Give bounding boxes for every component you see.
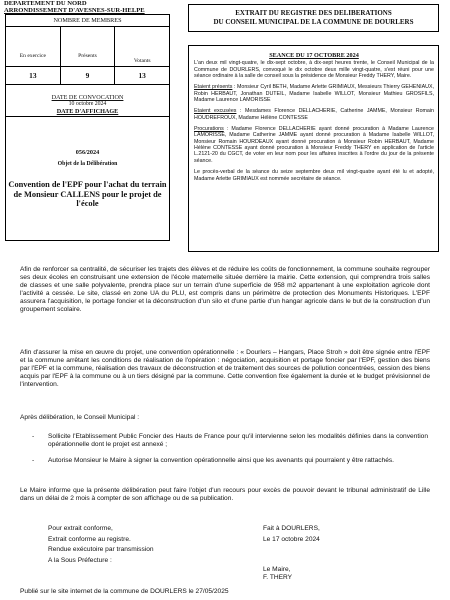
excuses-heading: Etaient excusées [194,108,237,115]
procurations-heading: Procurations [194,126,224,133]
signature-date: Le 17 octobre 2024 [263,535,320,543]
objet-label: Objet de la Délibération [57,161,118,167]
presents-count: 9 [60,67,115,84]
presents-paragraph [194,84,434,103]
body-paragraph-3: Après délibération, le Conseil Municipal : [20,414,140,421]
convocation-date: 10 octobre 2024 [68,101,107,107]
excuses-list: : Mesdames Florence DELLACHERIE, Catherine JAMME, Monsieur Romain HOUDREFROUX, Madame Hélène CONTESSE [194,108,435,121]
excuses-paragraph [194,108,434,121]
presents-column [60,27,115,66]
arrondissement-name: ARRONDISSEMENT D'AVESNES-SUR-HELPE [4,7,145,14]
signature-left-line: Pour extrait conforme, [48,525,113,532]
seance-intro: L'an deux mil vingt-quatre, le dix-sept octobre, à dix-sept heures trente, le Conseil Municipal de la Commune de DOURLERS, convoqué le dix octobre deux mille vingt-quatre, s'est réuni pour une séance ordinaire à la salle de conseil sous la présidence de Monsieur Freddy THERY, Maire. [194,60,434,80]
body-paragraph-2: Afin d'assurer la mise en œuvre du projet, une convention opérationnelle : « Dourlers – Hangars, Place Stroh » doit être signée entre l'EPF et la commune arrêtant les conditions de réalisation de l'opération : négociation, acquisition et portage foncier par l'EPF, gestion des biens par l'EPF et la commune, réalisation des travaux de déconstruction et de traitement des sources de pollution concentrées, cession des biens acquis par l'EPF à la commune ou à un tiers désigné par la commune. Cette convention fixe également la durée et le budget prévisionnel de l'intervention. [20,349,430,389]
list-item [32,457,428,465]
votants-count: 13 [114,67,169,84]
procurations-list: : Madame Florence DELLACHERIE ayant donné procuration à Madame Laurence LAMORISSE, Madame Catherine JAMME ayant donné procuration à Madame Isabelle WILLOT, Monsieur Romain HOURDEAUX ayant donné procuration à Monsieur Robin HERBAUT, Madame Hélène CONTESSE ayant donné procuration à Monsieur Freddy THERY en application de l'article L.2121-20 du CGCT, de voter en leur nom pour les affaires inscrites à l'ordre du jour de la présente séance. [194,126,434,164]
mayor-title: Le Maire, [263,566,291,573]
presents-label: Présents [78,53,97,59]
signature-left-line: Extrait conforme au registre. [48,535,131,543]
members-labels-row [6,27,169,67]
signature-right-block [263,524,320,582]
extract-line-2: DU CONSEIL MUNICIPAL DE LA COMMUNE DE DOURLERS [213,18,414,26]
extract-line-1: EXTRAIT DU REGISTRE DES DELIBERATIONS [235,9,392,17]
en-exercice-column [6,27,60,66]
publication-notice: Publié sur le site internet de la commune de DOURLERS le 27/05/2025 [20,588,229,595]
department-name: DEPARTEMENT DU NORD [4,0,87,7]
bullet-dash: - [32,457,35,465]
presents-heading: Etaient présents [194,84,233,91]
deliberation-info-box [5,14,170,241]
en-exercice-label: En exercice [19,53,46,59]
signature-left-block [48,524,154,566]
members-heading: NOMBRE DE MEMBRES [6,15,169,27]
mayor-name: F. THERY [263,574,293,581]
seance-title: SEANCE DU 17 OCTOBRE 2024 [269,52,359,59]
body-paragraph-4: Le Maire informe que la présente délibération peut faire l'objet d'un recours pour excès de pouvoir devant le tribunal administratif de Lille dans un délai de 2 mois à compter de son affichage ou de sa publication. [20,487,430,503]
affichage-label: DATE D'AFFICHAGE [56,108,119,115]
decision-2: Autorise Monsieur le Maire à signer la convention opérationnelle ainsi que les avenants qui pourraient y être rattachés. [48,457,395,465]
deliberation-title: Convention de l'EPF pour l'achat du terrain de Monsieur CALLENS pour le projet de l'école [8,180,167,209]
body-paragraph-1: Afin de renforcer sa centralité, de sécuriser les trajets des élèves et de réduire les coûts de fonctionnement, la commune souhaite regrouper ses deux écoles en construisant une extension de l'école maternelle située derrière la mairie. Cette extension, qui comprendra trois salles de classes et une salle polyvalente, prendra place sur un terrain d'une superficie de 958 m2 appartenant à une exploitation agricole dont l'activité a cessée. Le site, classé en zone UA du PLU, est compris dans un périmètre de protection des Monuments Historiques. L'EPF assurera l'acquisition, le portage foncier et la déconstruction d'un silo et d'une partie d'un hangar agricole dans le but de la construction d'un groupement scolaire. [20,266,430,314]
deliberation-number: 056/2024 [75,149,100,156]
extract-header-box [188,4,439,32]
department-header [4,0,145,14]
list-item [32,433,428,449]
procurations-paragraph [194,126,434,164]
votants-label: Votants [133,58,151,64]
en-exercice-count: 13 [29,71,37,80]
signature-left-line: A la Sous Préfecture : [48,556,112,564]
members-counts-row [6,67,169,85]
convocation-label: DATE DE CONVOCATION [51,94,124,101]
seance-box [188,45,439,252]
presents-list: : Monsieur Cyril BETH, Madame Arlette GRIMIAUX, Messieurs Thierry GEHENIAUX, Robin HERBAUT, Jonathan DUTEIL, Madame Isabelle WILLOT, Monsieur Mathieu GROSFILS, Madame Laurence LAMORISSE [194,84,434,104]
decision-list [32,433,428,473]
seance-closing: Le procès-verbal de la séance du seize septembre deux mil vingt-quatre ayant été lu et adopté, Madame Arlette GRIMIAUX est nommée secrétaire de séance. [194,169,434,182]
convocation-section [6,85,169,117]
deliberation-subject [6,117,169,240]
signature-left-line: Rendue exécutoire par transmission [48,546,154,553]
decision-1: Sollicite l'Etablissement Public Foncier des Hauts de France pour qu'il intervienne selon les modalités définies dans la convention opérationnelle dont le projet est annexé ; [48,433,428,449]
votants-column [114,27,169,66]
bullet-dash: - [32,433,35,440]
signature-place: Fait à DOURLERS, [263,525,320,532]
